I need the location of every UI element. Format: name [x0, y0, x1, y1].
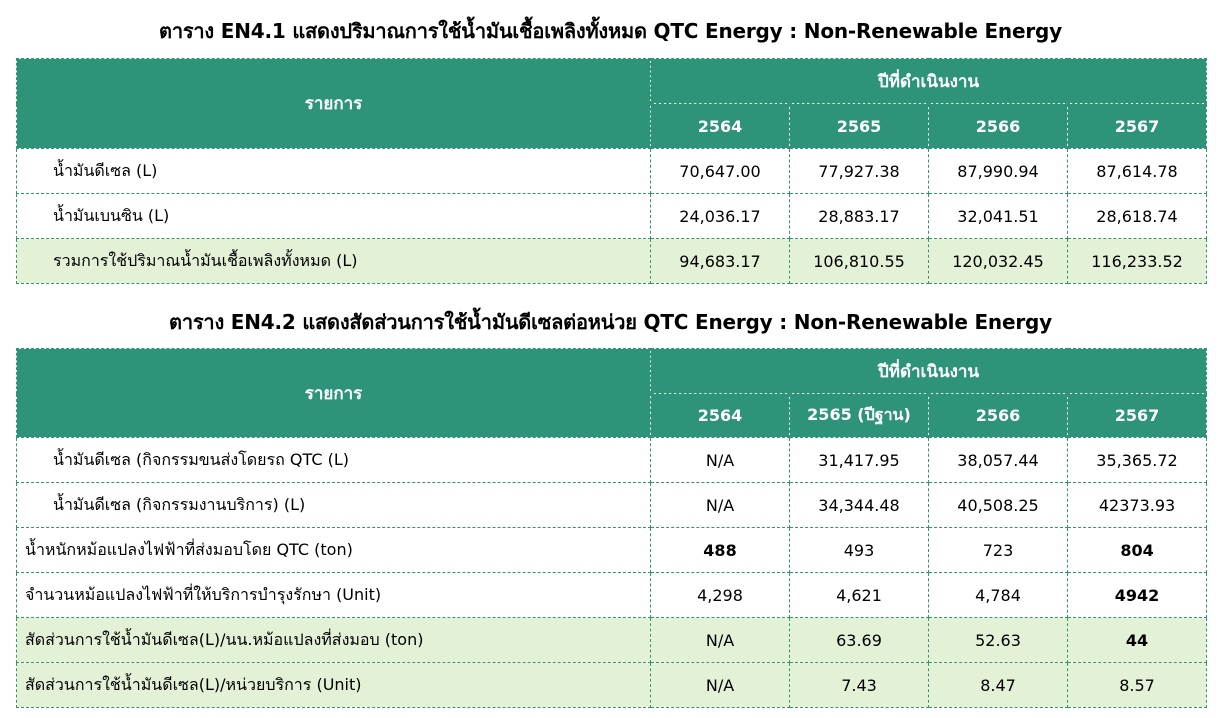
- cell-value: 24,036.17: [651, 194, 790, 239]
- table-row: [17, 483, 1207, 528]
- cell-value: 40,508.25: [929, 483, 1068, 528]
- cell-value: 94,683.17: [651, 239, 790, 284]
- cell-value: 8.57: [1068, 663, 1207, 708]
- year-header: 2565: [790, 104, 929, 149]
- year-header: 2566: [929, 104, 1068, 149]
- header-years: ปีที่ดำเนินงาน: [651, 59, 1207, 104]
- year-header: 2567: [1068, 394, 1207, 438]
- cell-value: 4,298: [651, 573, 790, 618]
- table-row: [17, 149, 1207, 194]
- row-label: น้ำมันดีเซล (กิจกรรมขนส่งโดยรถ QTC (L): [17, 438, 651, 483]
- ratio-row: [17, 663, 1207, 708]
- cell-value: 723: [929, 528, 1068, 573]
- cell-value: 44: [1068, 618, 1207, 663]
- cell-value: 31,417.95: [790, 438, 929, 483]
- cell-value: 35,365.72: [1068, 438, 1207, 483]
- row-label: รวมการใช้ปริมาณน้ำมันเชื้อเพลิงทั้งหมด (L): [17, 239, 651, 284]
- ratio-row: [17, 618, 1207, 663]
- year-header: 2565 (ปีฐาน): [790, 394, 929, 438]
- cell-value: 116,233.52: [1068, 239, 1207, 284]
- header-item: รายการ: [17, 59, 651, 149]
- row-label: น้ำมันดีเซล (L): [17, 149, 651, 194]
- cell-value: 7.43: [790, 663, 929, 708]
- header-years: ปีที่ดำเนินงาน: [651, 349, 1207, 394]
- year-header: 2567: [1068, 104, 1207, 149]
- cell-value: 63.69: [790, 618, 929, 663]
- header-item: รายการ: [17, 349, 651, 438]
- cell-value: 87,614.78: [1068, 149, 1207, 194]
- cell-value: 106,810.55: [790, 239, 929, 284]
- row-label: น้ำหนักหม้อแปลงไฟฟ้าที่ส่งมอบโดย QTC (ton): [17, 528, 651, 573]
- table1-title: ตาราง EN4.1 แสดงปริมาณการใช้น้ำมันเชื้อเพลิงทั้งหมด QTC Energy : Non-Renewable Energy: [159, 19, 1062, 43]
- row-label: จำนวนหม้อแปลงไฟฟ้าที่ให้บริการบำรุงรักษา (Unit): [17, 573, 651, 618]
- cell-value: 28,618.74: [1068, 194, 1207, 239]
- cell-value: 52.63: [929, 618, 1068, 663]
- cell-value: 38,057.44: [929, 438, 1068, 483]
- table-row: [17, 573, 1207, 618]
- year-header: 2566: [929, 394, 1068, 438]
- cell-value: N/A: [651, 663, 790, 708]
- table-en4-2: [16, 348, 1207, 708]
- row-label: น้ำมันเบนซิน (L): [17, 194, 651, 239]
- cell-value: 8.47: [929, 663, 1068, 708]
- row-label: สัดส่วนการใช้น้ำมันดีเซล(L)/หน่วยบริการ (Unit): [17, 663, 651, 708]
- cell-value: 120,032.45: [929, 239, 1068, 284]
- cell-value: N/A: [651, 438, 790, 483]
- cell-value: N/A: [651, 483, 790, 528]
- cell-value: N/A: [651, 618, 790, 663]
- table-row: [17, 438, 1207, 483]
- cell-value: 28,883.17: [790, 194, 929, 239]
- cell-value: 32,041.51: [929, 194, 1068, 239]
- cell-value: 4942: [1068, 573, 1207, 618]
- cell-value: 493: [790, 528, 929, 573]
- cell-value: 70,647.00: [651, 149, 790, 194]
- row-label: สัดส่วนการใช้น้ำมันดีเซล(L)/นน.หม้อแปลงที่ส่งมอบ (ton): [17, 618, 651, 663]
- table-en4-1: [16, 58, 1207, 284]
- total-row: [17, 239, 1207, 284]
- row-label: น้ำมันดีเซล (กิจกรรมงานบริการ) (L): [17, 483, 651, 528]
- cell-value: 4,784: [929, 573, 1068, 618]
- cell-value: 77,927.38: [790, 149, 929, 194]
- table-row: [17, 528, 1207, 573]
- table2-title: ตาราง EN4.2 แสดงสัดส่วนการใช้น้ำมันดีเซลต่อหน่วย QTC Energy : Non-Renewable Energy: [169, 310, 1052, 334]
- cell-value: 4,621: [790, 573, 929, 618]
- cell-value: 804: [1068, 528, 1207, 573]
- cell-value: 488: [651, 528, 790, 573]
- cell-value: 34,344.48: [790, 483, 929, 528]
- table-row: [17, 194, 1207, 239]
- year-header: 2564: [651, 394, 790, 438]
- year-header: 2564: [651, 104, 790, 149]
- cell-value: 87,990.94: [929, 149, 1068, 194]
- cell-value: 42373.93: [1068, 483, 1207, 528]
